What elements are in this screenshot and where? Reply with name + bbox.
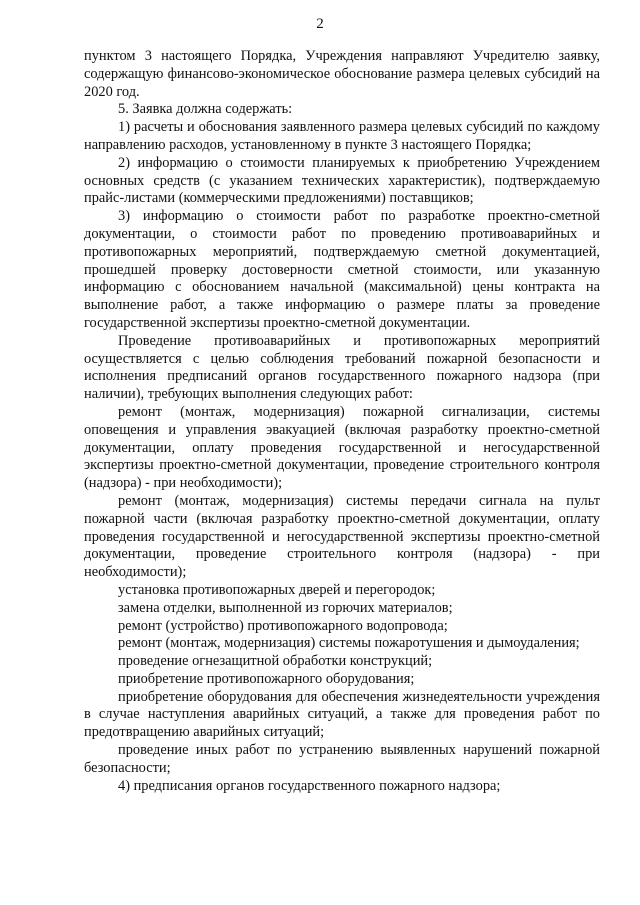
paragraph: ремонт (монтаж, модернизация) пожарной сигнализации, системы оповещения и управления эвакуацией (включая разработку проектно-сметной документации, оплату проведения государственной и негосударственной экспертизы проектно-сметной документации, проведение строительного контроля (надзора) - при необходимости); — [84, 403, 600, 492]
paragraph: 5. Заявка должна содержать: — [118, 101, 293, 118]
paragraph: Проведение противоаварийных и противопожарных мероприятий осуществляется с целью соблюдения требований пожарной безопасности и исполнения предписаний органов государственного пожарного надзора (при наличии), требующих выполнения следующих работ: — [84, 332, 600, 403]
paragraph: замена отделки, выполненной из горючих материалов; — [118, 599, 453, 616]
paragraph: ремонт (монтаж, модернизация) системы передачи сигнала на пульт пожарной части (включая разработку проектно-сметной документации, оплату проведения государственной и негосударственной экспертизы проектно-сметной документации, проведение строительного контроля (надзора) - при необходимости); — [84, 492, 600, 581]
paragraph: 4) предписания органов государственного пожарного надзора; — [118, 777, 501, 794]
paragraph: приобретение оборудования для обеспечения жизнедеятельности учреждения в случае наступления аварийных ситуаций, а также для проведения работ по предотвращению аварийных ситуаций; — [84, 688, 600, 741]
paragraph: 2) информацию о стоимости планируемых к приобретению Учреждением основных средств (с указанием технических характеристик), подтверждаемую прайс-листами (коммерческими предложениями) поставщиков; — [84, 154, 600, 207]
paragraph: ремонт (монтаж, модернизация) системы пожаротушения и дымоудаления; — [118, 635, 580, 652]
paragraph: ремонт (устройство) противопожарного водопровода; — [118, 617, 448, 634]
paragraph: 3) информацию о стоимости работ по разработке проектно-сметной документации, о стоимости работ по проведению противоаварийных и противопожарных мероприятий, подтверждаемую сметной документацией, прошедшей проверку достоверности сметной стоимости, или указанную информацию с обоснованием начальной (максимальной) цены контракта на выполнение работ, а также информацию о размере платы за проведение государственной экспертизы проектно-сметной документации. — [84, 208, 600, 331]
document-body — [84, 48, 600, 795]
paragraph: установка противопожарных дверей и перегородок; — [118, 581, 436, 598]
paragraph: проведение иных работ по устранению выявленных нарушений пожарной безопасности; — [84, 742, 600, 776]
paragraph: 1) расчеты и обоснования заявленного размера целевых субсидий по каждому направлению расходов, установленному в пункте 3 настоящего Порядка; — [84, 119, 600, 153]
paragraph: пунктом 3 настоящего Порядка, Учреждения направляют Учредителю заявку, содержащую финансово-экономическое обоснование размера целевых субсидий на 2020 год. — [84, 48, 600, 100]
paragraph: проведение огнезащитной обработки конструкций; — [118, 653, 433, 670]
paragraph: приобретение противопожарного оборудования; — [118, 670, 415, 687]
page-number: 2 — [316, 16, 324, 32]
